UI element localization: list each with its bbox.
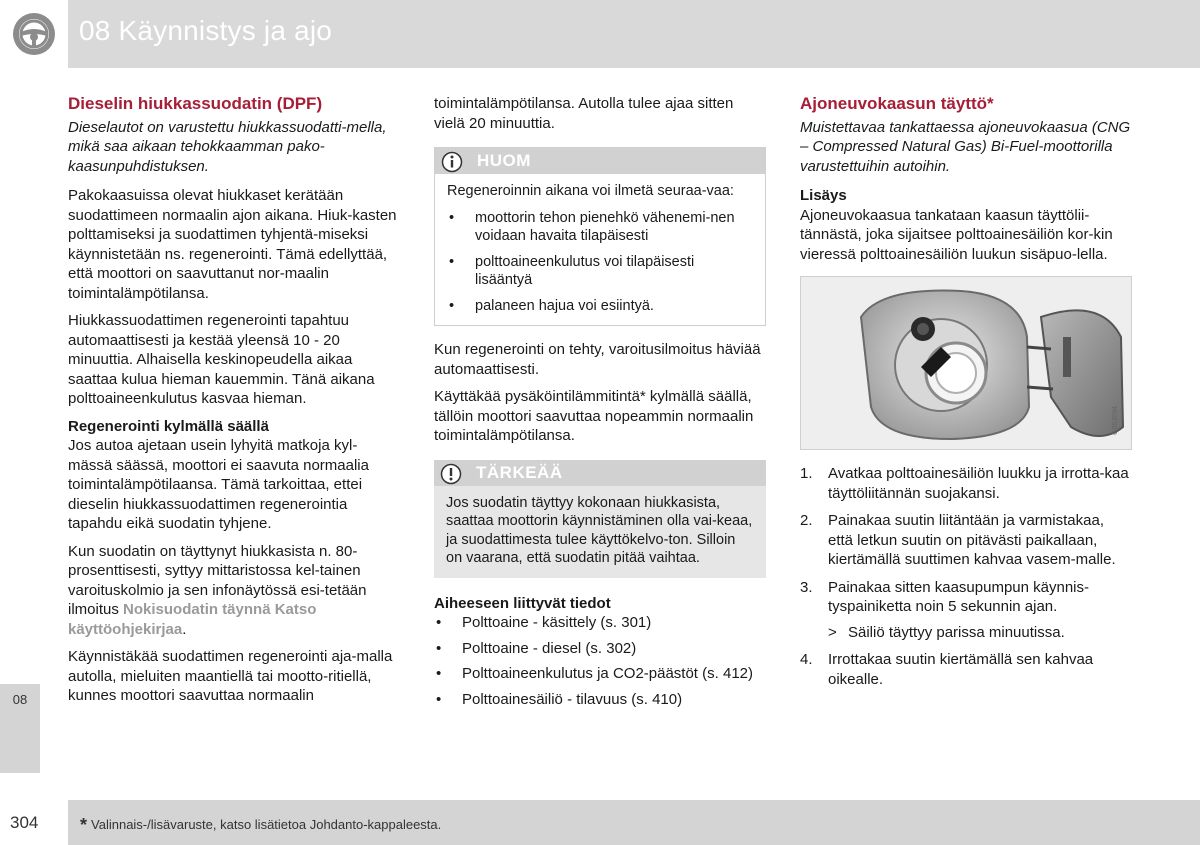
figure-code: G053894 (1111, 406, 1119, 435)
footnote-marker: * (80, 815, 88, 835)
related-link[interactable]: • Polttoainesäiliö - tilavuus (s. 410) (434, 690, 766, 710)
column-dpf (68, 94, 398, 714)
note-box-title: HUOM (477, 151, 531, 170)
page-header (0, 0, 1200, 68)
step-item (800, 464, 1132, 503)
list-item: • palaneen hajua voi esiintyä. (447, 297, 753, 316)
section-title-cng: Ajoneuvokaasun täyttö* (800, 94, 994, 113)
paragraph: toimintalämpötilansa. Autolla tulee ajaa sitten vielä 20 minuuttia. (434, 95, 734, 132)
related-info-title: Aiheeseen liittyvät tiedot (434, 594, 611, 612)
warning-exclamation-icon (440, 463, 462, 485)
important-box-title: TÄRKEÄÄ (476, 462, 563, 482)
step-text: Irrottakaa suutin kiertämällä sen kahvaa oikealle. (828, 651, 1094, 688)
related-link[interactable]: • Polttoaine - käsittely (s. 301) (434, 613, 766, 633)
important-box-body: Jos suodatin täyttyy kokonaan hiukkasista, saattaa moottorin käynnistäminen olla vai-keaa, ja suodattimesta tulee käyttökelvo-ton. Silloin on vaarana, että suodatin pitää vaihtaa. (446, 494, 753, 566)
note-box-header (435, 148, 765, 174)
section-title-dpf: Dieselin hiukkassuodatin (DPF) (68, 94, 323, 113)
paragraph-text: . (182, 620, 187, 638)
fuel-filler-illustration (801, 277, 1132, 450)
important-box-header (434, 460, 766, 486)
page-number: 304 (10, 813, 39, 832)
note-box (434, 147, 766, 326)
fuel-filler-figure (800, 276, 1132, 450)
column-cng (800, 94, 1132, 697)
step-text: Painakaa sitten kaasupumpun käynnis-tyspainiketta noin 5 sekunnin ajan. (828, 578, 1089, 615)
display-message-reference: Nokisuodatin täynnä Katso käyttöohjekirjaa (68, 601, 317, 638)
note-list (447, 209, 753, 316)
result-text: Säiliö täyttyy parissa minuutissa. (848, 623, 1065, 641)
chapter-tab (0, 684, 40, 773)
section-intro-cng: Muistettavaa tankattaessa ajoneuvokaasua (CNG – Compressed Natural Gas) Bi-Fuel-moottorilla varustettuihin autoihin. (800, 118, 1131, 175)
paragraph-text: Kun suodatin on täyttynyt hiukkasista n. 80-prosenttisesti, syttyy mittaristossa kel-tainen varoituskolmio ja sen infonäytössä esi-tetään ilmoitus (68, 542, 367, 618)
steps-list (800, 464, 1132, 689)
note-box-body (435, 174, 765, 325)
header-icon-box (0, 0, 68, 68)
paragraph: Hiukkassuodattimen regenerointi tapahtuu automaattisesti ja kestää yleensä 10 - 20 minuuttia. Alhaisella keskinopeudella aikaa saattaa kulua hieman kauemmin. Tänä aikana polttoaineenkulutus kasvaa hieman. (68, 312, 375, 407)
side-margin (0, 68, 68, 773)
paragraph: Jos autoa ajetaan usein lyhyitä matkoja kyl-mässä säässä, moottori ei saavuta normaalia toimintalämpötilaansa. Tämä tarkoittaa, ettei dieselin hiukkassuodattimen regenerointia tapahdu eikä suodatin tyhjene. (68, 437, 369, 532)
paragraph: Kun regenerointi on tehty, varoitusilmoitus häviää automaattisesti. (434, 341, 761, 378)
step-text: Painakaa suutin liitäntään ja varmistakaa, että letkun suutin on pitävästi paikallaan, kiertämällä suuttimen kahvaa vasem-malle. (828, 512, 1116, 568)
step-number: 2. (800, 512, 813, 529)
result-marker: > (828, 623, 837, 641)
step-result (828, 623, 1132, 643)
important-box (434, 460, 766, 578)
step-number: 3. (800, 578, 813, 596)
note-text: Regeneroinnin aikana voi ilmetä seuraa-vaa: (447, 183, 734, 199)
footnote-text: Valinnais-/lisävaruste, katso lisätietoa Johdanto-kappaleesta. (91, 817, 442, 832)
related-link[interactable]: • Polttoaineenkulutus ja CO2-päästöt (s. 412) (434, 664, 766, 684)
step-number: 4. (800, 651, 813, 668)
footnote (80, 813, 441, 834)
step-item (800, 650, 1132, 689)
step-number: 1. (800, 465, 813, 482)
subheading-cold-weather: Regenerointi kylmällä säällä (68, 417, 269, 435)
list-item: • polttoaineenkulutus voi tilapäisesti lisääntyä (447, 253, 753, 290)
related-link[interactable]: • Polttoaine - diesel (s. 302) (434, 639, 766, 659)
list-item: • moottorin tehon pienehkö vähenemi-nen voidaan havaita tilapäisesti (447, 209, 753, 246)
step-item (800, 578, 1132, 643)
paragraph-warning-message (68, 542, 398, 640)
subheading-filling: Lisäys (800, 187, 847, 204)
steering-wheel-icon (12, 12, 56, 56)
step-item (800, 511, 1132, 570)
paragraph: Ajoneuvokaasua tankataan kaasun täyttölii-tännästä, joka sijaitsee polttoainesäiliön kor-kin vieressä polttoainesäiliön luukun sisäpuo-lella. (800, 206, 1113, 263)
section-intro-dpf: Dieselautot on varustettu hiukkassuodatti-mella, mikä saa aikaan tehokkaamman pako-kaasunpuhdistuksen. (68, 118, 387, 175)
chapter-tab-label: 08 (12, 692, 28, 707)
column-continued (434, 94, 766, 715)
chapter-title: 08 Käynnistys ja ajo (79, 15, 333, 46)
step-text: Avatkaa polttoainesäiliön luukku ja irrotta-kaa täyttöliitännän suojakansi. (828, 465, 1129, 502)
paragraph: Käyttäkää pysäköintilämmitintä* kylmällä säällä, tällöin moottori saavuttaa nopeammin normaalin toimintalämpötilansa. (434, 388, 754, 444)
paragraph: Käynnistäkää suodattimen regenerointi aja-malla autolla, mieluiten maantiellä tai mootto-ritiellä, kunnes moottori saavuttaa normaalin (68, 648, 393, 704)
related-info-list (434, 613, 766, 709)
paragraph: Pakokaasuissa olevat hiukkaset kerätään suodattimeen normaalin ajon aikana. Hiuk-kasten polttamiseksi ja suodattimen tyhjentä-miseksi käynnistetään ns. regenerointi. Tämä edellyttää, että moottori on saavuttanut nor-maalin toimintalämpötilansa. (68, 187, 397, 302)
info-icon (441, 151, 463, 173)
